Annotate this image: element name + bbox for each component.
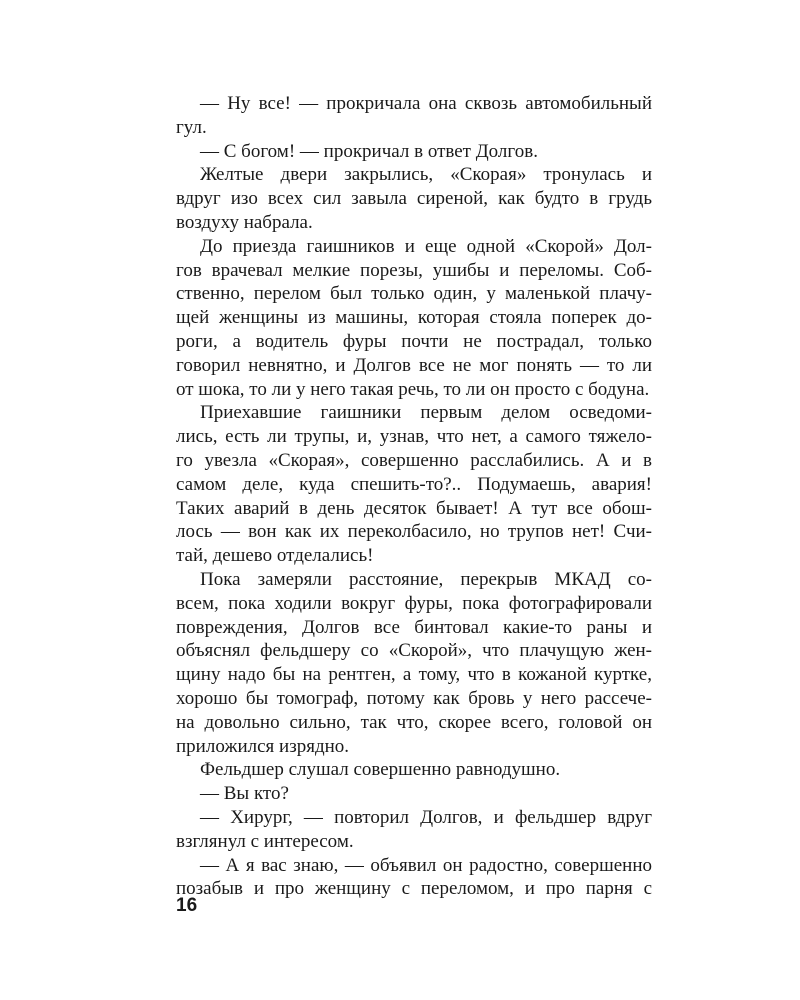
text-line: ственно, перелом был только один, у маленькой плачу- — [176, 283, 652, 305]
page-number: 16 — [176, 895, 198, 916]
text-line: позабыв и про женщину с переломом, и про парня с — [176, 878, 652, 900]
text-line: Желтые двери закрылись, «Скорая» тронулась и — [200, 164, 652, 186]
text-line: повреждения, Долгов все бинтовал какие-то раны и — [176, 616, 652, 638]
text-line: приложился изрядно. — [176, 735, 350, 757]
paragraph — [176, 235, 652, 402]
text-line: Приехавшие гаишники первым делом осведоми- — [200, 402, 652, 424]
text-line: До приезда гаишников и еще одной «Скорой» Дол- — [200, 235, 652, 257]
paragraph — [176, 854, 652, 902]
text-line: — Хирург, — повторил Долгов, и фельдшер вдруг — [200, 806, 652, 828]
paragraph — [176, 806, 652, 854]
paragraph — [176, 758, 652, 782]
text-line: вдруг изо всех сил завыла сиреной, как будто в грудь — [176, 188, 652, 210]
text-line: всем, пока ходили вокруг фуры, пока фотографировали — [176, 592, 652, 614]
text-line: щей женщины из машины, которая стояла поперек до- — [176, 307, 652, 329]
text-line: воздуху набрала. — [176, 211, 313, 233]
text-line: от шока, то ли у него такая речь, то ли он просто с бодуна. — [176, 378, 650, 400]
text-line: го увезла «Скорая», совершенно расслабились. А и в — [176, 449, 652, 471]
text-line: взглянул с интересом. — [176, 830, 354, 852]
text-line: роги, а водитель фуры почти не пострадал, только — [176, 330, 652, 352]
text-line: объяснял фельдшеру со «Скорой», что плачущую жен- — [176, 640, 652, 662]
text-line: самом деле, куда спешить-то?.. Подумаешь, авария! — [176, 473, 652, 495]
text-line: — Вы кто? — [200, 783, 289, 805]
text-line: говорил невнятно, и Долгов все не мог понять — то ли — [176, 354, 652, 376]
text-line: Таких аварий в день десяток бывает! А тут все обош- — [176, 497, 652, 519]
text-line: — С богом! — прокричал в ответ Долгов. — [200, 140, 538, 162]
text-line: хорошо бы томограф, потому как бровь у него рассече- — [176, 687, 652, 709]
text-line: гул. — [176, 116, 207, 138]
paragraph — [176, 401, 652, 568]
text-line: Пока замеряли расстояние, перекрыв МКАД со- — [200, 568, 652, 590]
text-line: лись, есть ли трупы, и, узнав, что нет, а самого тяжело- — [176, 426, 652, 448]
body-text — [176, 92, 652, 901]
paragraph — [176, 568, 652, 758]
text-line: лось — вон как их переколбасило, но трупов нет! Счи- — [176, 521, 652, 543]
text-line: гов врачевал мелкие порезы, ушибы и переломы. Соб- — [176, 259, 652, 281]
paragraph — [176, 92, 652, 140]
text-line: — А я вас знаю, — объявил он радостно, совершенно — [200, 854, 652, 876]
text-line: — Ну все! — прокричала она сквозь автомобильный — [200, 93, 652, 114]
text-line: Фельдшер слушал совершенно равнодушно. — [200, 759, 561, 781]
text-line: щину надо бы на рентген, а тому, что в кожаной куртке, — [176, 664, 652, 686]
text-line: на довольно сильно, так что, скорее всего, головой он — [176, 711, 652, 733]
paragraph — [176, 782, 652, 806]
paragraph — [176, 163, 652, 234]
paragraph — [176, 140, 652, 164]
text-line: тай, дешево отделались! — [176, 545, 374, 567]
